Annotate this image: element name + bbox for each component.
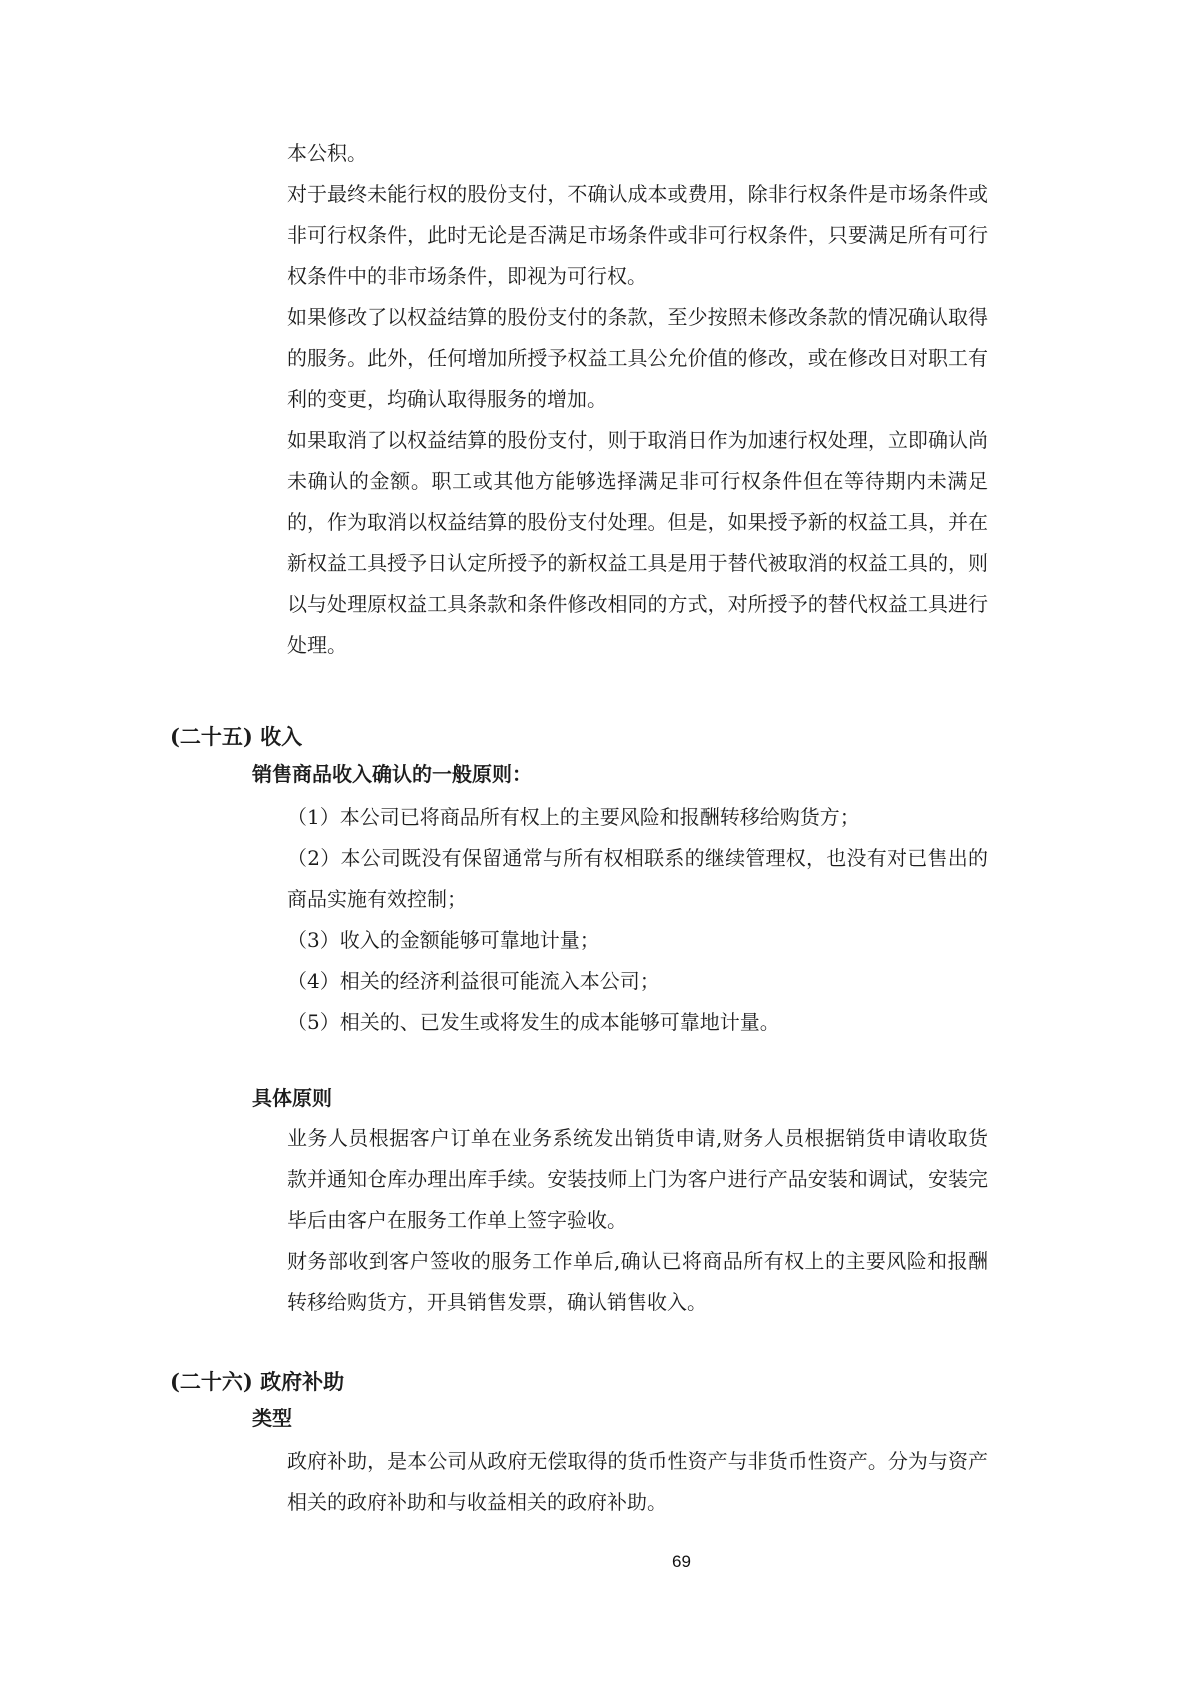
paragraph: 如果修改了以权益结算的股份支付的条款，至少按照未修改条款的情况确认取得的服务。此外，任何增加所授予权益工具公允价值的修改，或在修改日对职工有利的变更，均确认取得服务的增加。 xyxy=(287,305,988,411)
paragraph: 如果取消了以权益结算的股份支付，则于取消日作为加速行权处理，立即确认尚未确认的金额。职工或其他方能够选择满足非可行权条件但在等待期内未满足的，作为取消以权益结算的股份支付处理。但是，如果授予新的权益工具，并在新权益工具授予日认定所授予的新权益工具是用于替代被取消的权益工具的，则以与处理原权益工具条款和条件修改相同的方式，对所授予的替代权益工具进行处理。 xyxy=(287,428,988,657)
list-item: （4）相关的经济利益很可能流入本公司； xyxy=(287,969,660,993)
intro-paragraphs xyxy=(287,133,988,666)
list-item: （1）本公司已将商品所有权上的主要风险和报酬转移给购货方； xyxy=(287,805,860,829)
paragraph: 对于最终未能行权的股份支付，不确认成本或费用，除非行权条件是市场条件或非可行权条件，此时无论是否满足市场条件或非可行权条件，只要满足所有可行权条件中的非市场条件，即视为可行权。 xyxy=(287,182,988,288)
section-heading-revenue: (二十五) 收入 xyxy=(170,724,303,749)
paragraph: 财务部收到客户签收的服务工作单后,确认已将商品所有权上的主要风险和报酬转移给购货方，开具销售发票，确认销售收入。 xyxy=(287,1249,988,1314)
list-item: （5）相关的、已发生或将发生的成本能够可靠地计量。 xyxy=(287,1010,780,1034)
government-grant-paragraphs xyxy=(287,1441,988,1523)
subheading-specific-principles: 具体原则 xyxy=(252,1086,332,1110)
paragraph: 本公积。 xyxy=(287,141,367,165)
subheading-general-principles: 销售商品收入确认的一般原则： xyxy=(252,762,532,786)
list-item: （2）本公司既没有保留通常与所有权相联系的继续管理权，也没有对已售出的商品实施有效控制； xyxy=(287,846,988,911)
section-heading-government-grants: (二十六) 政府补助 xyxy=(170,1369,345,1394)
revenue-criteria-list xyxy=(287,797,988,1043)
page-number: 69 xyxy=(672,1552,691,1571)
subheading-type: 类型 xyxy=(252,1406,292,1430)
paragraph: 政府补助，是本公司从政府无偿取得的货币性资产与非货币性资产。分为与资产相关的政府补助和与收益相关的政府补助。 xyxy=(287,1449,988,1514)
list-item: （3）收入的金额能够可靠地计量； xyxy=(287,928,600,952)
specific-principle-paragraphs xyxy=(287,1118,988,1323)
paragraph: 业务人员根据客户订单在业务系统发出销货申请,财务人员根据销货申请收取货款并通知仓库办理出库手续。安装技师上门为客户进行产品安装和调试，安装完毕后由客户在服务工作单上签字验收。 xyxy=(287,1126,988,1232)
